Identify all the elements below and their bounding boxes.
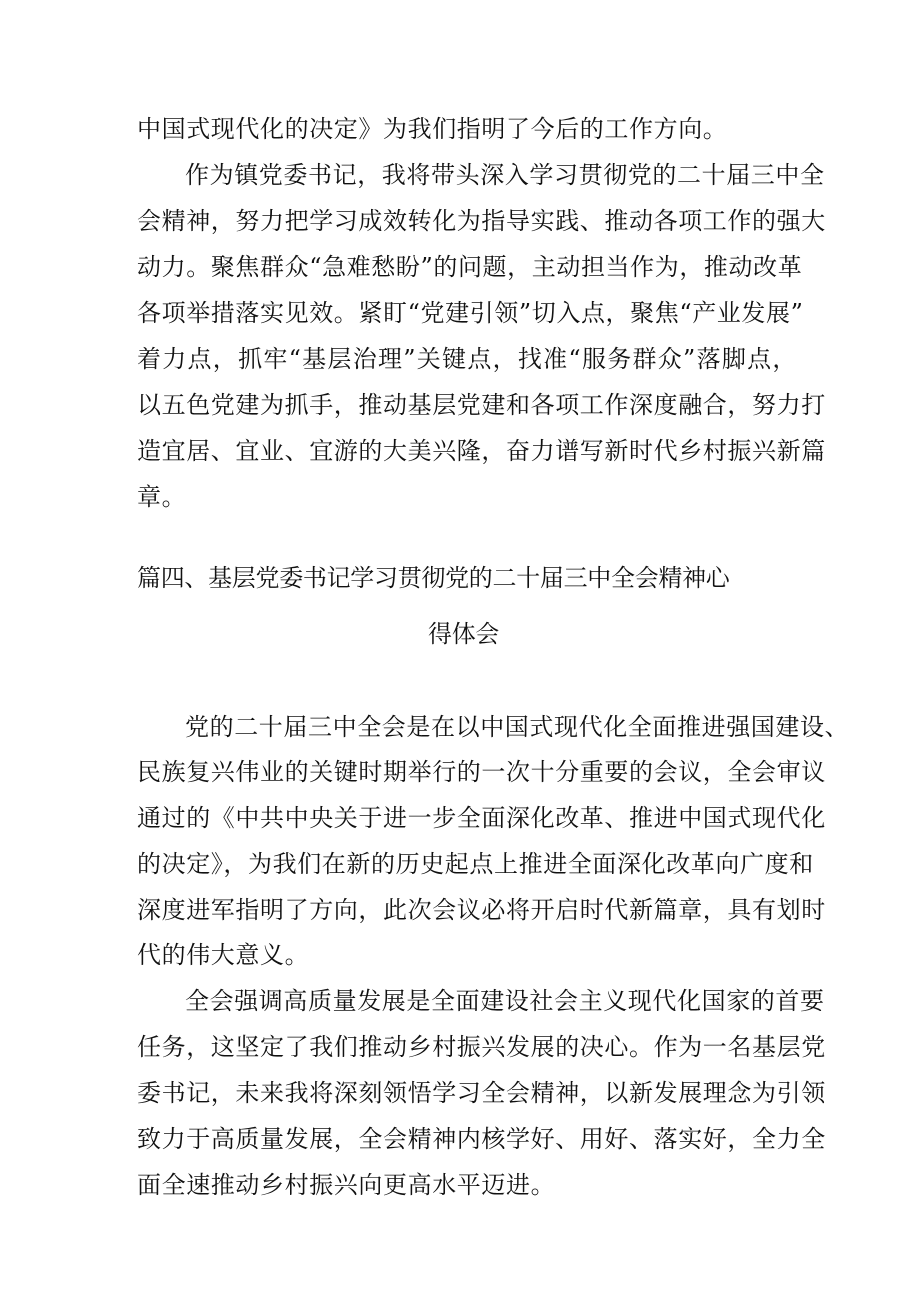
paragraph-line: 各项举措落实见效。紧盯“党建引领”切入点，聚焦“产业发展” — [137, 299, 804, 327]
paragraph-line: 全会强调高质量发展是全面建设社会主义现代化国家的首要 — [185, 987, 825, 1015]
paragraph-line: 通过的《中共中央关于进一步全面深化改革、推进中国式现代化 — [137, 804, 826, 832]
paragraph-line: 着力点，抓牢“基层治理”关键点，找准“服务群众”落脚点， — [137, 345, 797, 373]
paragraph-line: 致力于高质量发展，全会精神内核学好、用好、落实好，全力全 — [137, 1125, 826, 1153]
paragraph-line: 深度进军指明了方向，此次会议必将开启时代新篇章，具有划时 — [137, 896, 826, 924]
paragraph-line: 代的伟大意义。 — [137, 941, 310, 969]
paragraph-line: 委书记，未来我将深刻领悟学习全会精神，以新发展理念为引领 — [137, 1079, 826, 1107]
paragraph-line: 中国式现代化的决定》为我们指明了今后的工作方向。 — [137, 115, 728, 143]
paragraph-line: 作为镇党委书记，我将带头深入学习贯彻党的二十届三中全 — [185, 161, 825, 189]
paragraph-line: 的决定》，为我们在新的历史起点上推进全面深化改革向广度和 — [137, 850, 814, 878]
paragraph-line: 民族复兴伟业的关键时期举行的一次十分重要的会议，全会审议 — [137, 758, 826, 786]
paragraph-line: 造宜居、宜业、宜游的大美兴隆，奋力谱写新时代乡村振兴新篇 — [137, 437, 826, 465]
paragraph-line: 党的二十届三中全会是在以中国式现代化全面推进强国建设、 — [185, 713, 850, 741]
section-heading-line-2: 得体会 — [428, 620, 500, 648]
section-heading-line-1: 篇四、基层党委书记学习贯彻党的二十届三中全会精神心 — [137, 564, 730, 592]
paragraph-line: 任务，这坚定了我们推动乡村振兴发展的决心。作为一名基层党 — [137, 1033, 826, 1061]
paragraph-line: 会精神，努力把学习成效转化为指导实践、推动各项工作的强大 — [137, 207, 826, 235]
paragraph-line: 章。 — [137, 483, 187, 511]
paragraph-line: 以五色党建为抓手，推动基层党建和各项工作深度融合，努力打 — [137, 391, 826, 419]
paragraph-line: 动力。聚焦群众“急难愁盼”的问题，主动担当作为，推动改革 — [137, 253, 803, 281]
paragraph-line: 面全速推动乡村振兴向更高水平迈进。 — [137, 1171, 556, 1199]
